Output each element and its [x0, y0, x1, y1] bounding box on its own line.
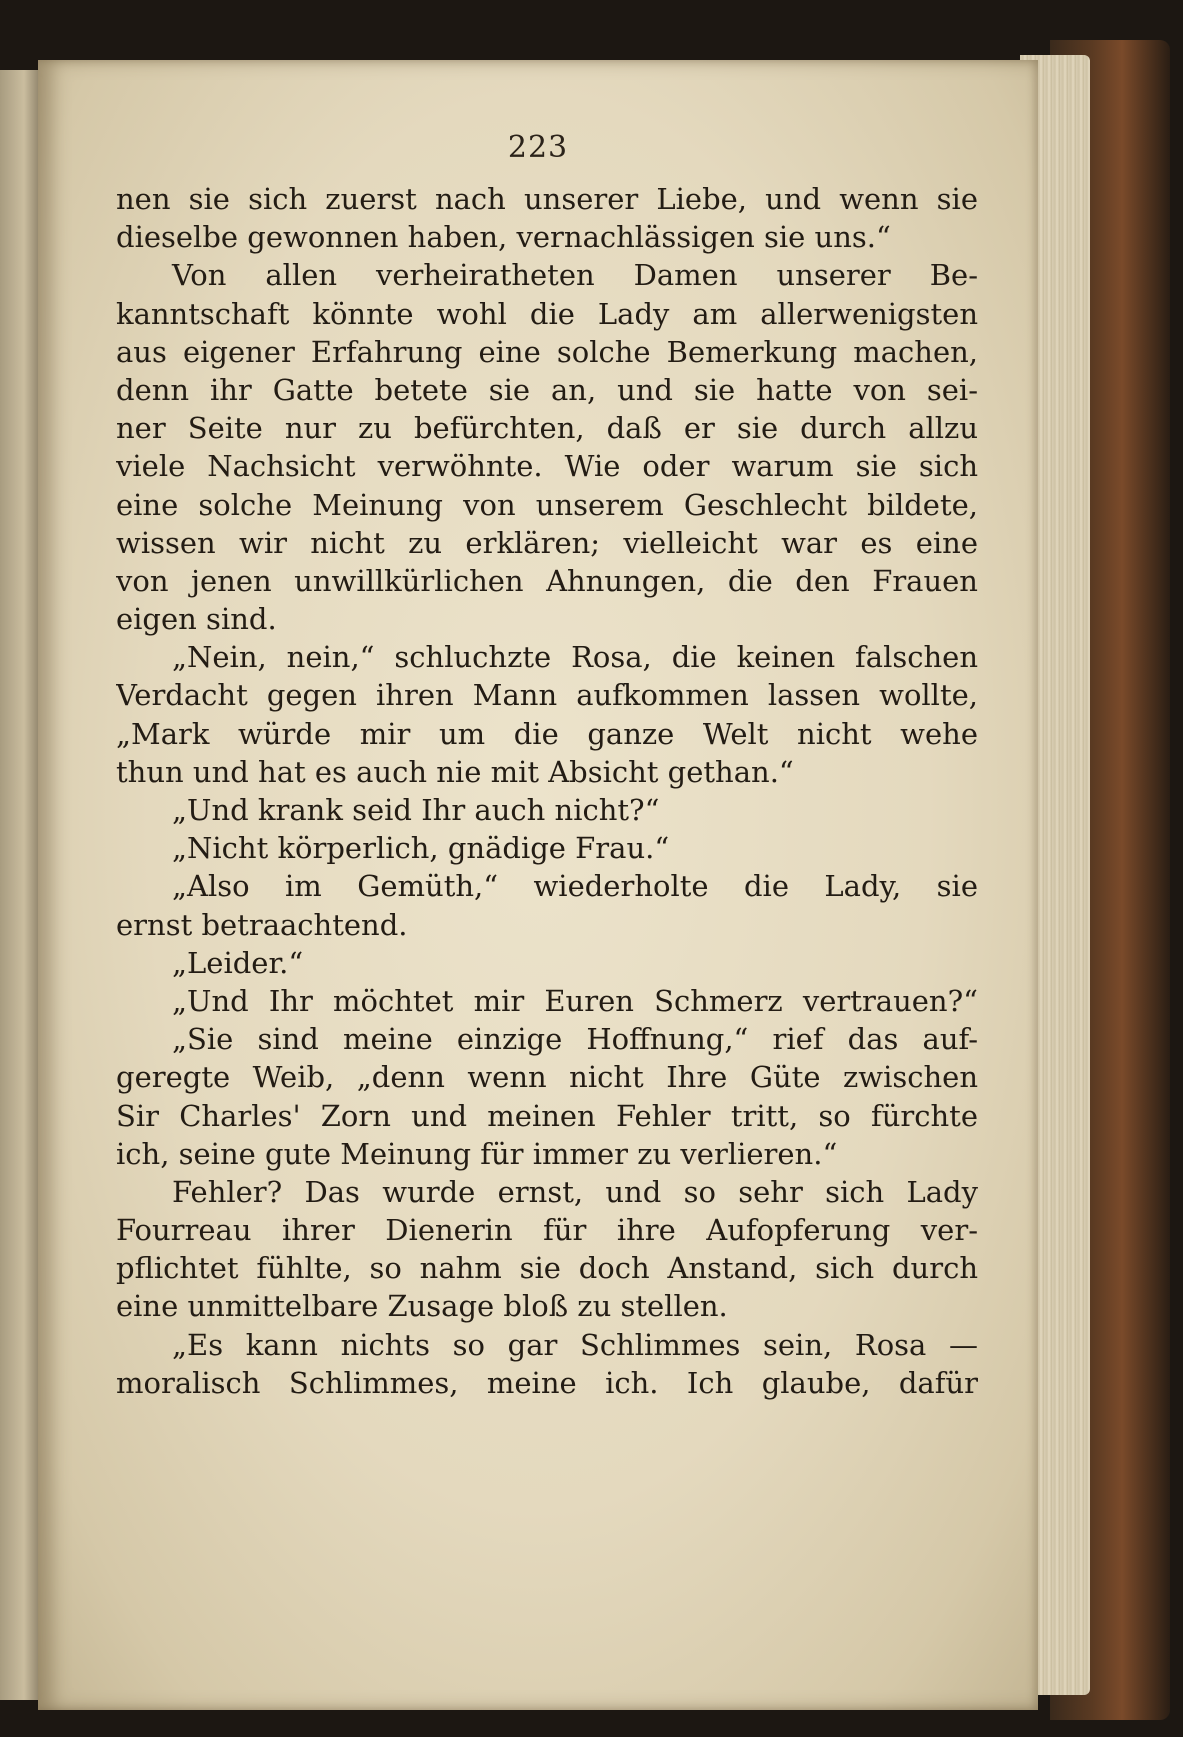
text-line: von jenen unwillkürlichen Ahnungen, die den Frauen: [116, 563, 978, 598]
page-number: 223: [507, 130, 569, 165]
text-line: thun und hat es auch nie mit Absicht gethan.“: [116, 754, 794, 789]
text-line: „Leider.“: [172, 945, 304, 980]
text-line: Verdacht gegen ihren Mann aufkommen lassen wollte,: [116, 678, 978, 713]
text-line: Von allen verheiratheten Damen unserer Be-: [172, 258, 978, 293]
text-line: eine unmittelbare Zusage bloß zu stellen.: [116, 1289, 728, 1324]
text-line: Fehler? Das wurde ernst, und so sehr sich Lady: [172, 1174, 978, 1209]
page-text: [116, 180, 978, 1402]
text-line: „Sie sind meine einzige Hoffnung,“ rief das auf-: [172, 1022, 978, 1057]
text-line: dieselbe gewonnen haben, vernachlässigen sie uns.“: [116, 220, 891, 255]
text-line: ich, seine gute Meinung für immer zu verlieren.“: [116, 1136, 838, 1171]
text-line: viele Nachsicht verwöhnte. Wie oder warum sie sich: [116, 449, 978, 484]
text-line: „Es kann nichts so gar Schlimmes sein, Rosa —: [172, 1327, 978, 1362]
text-line: wissen wir nicht zu erklären; vielleicht war es eine: [116, 525, 978, 560]
text-line: Fourreau ihrer Dienerin für ihre Aufopferung ver-: [116, 1213, 978, 1248]
text-line: kanntschaft könnte wohl die Lady am allerwenigsten: [116, 296, 978, 331]
text-line: ner Seite nur zu befürchten, daß er sie durch allzu: [116, 411, 978, 446]
text-line: ernst betraachtend.: [116, 907, 408, 942]
text-line: „Nein, nein,“ schluchzte Rosa, die keinen falschen: [172, 640, 978, 675]
text-line: „Und Ihr möchtet mir Euren Schmerz vertrauen?“: [172, 983, 978, 1018]
text-line: nen sie sich zuerst nach unserer Liebe, und wenn sie: [116, 182, 978, 216]
text-line: „Mark würde mir um die ganze Welt nicht wehe: [116, 716, 978, 751]
text-line: „Nicht körperlich, gnädige Frau.“: [172, 831, 670, 866]
text-line: geregte Weib, „denn wenn nicht Ihre Güte zwischen: [116, 1060, 978, 1095]
text-line: aus eigener Erfahrung eine solche Bemerkung machen,: [116, 334, 978, 369]
facing-page-edge: [0, 70, 40, 1700]
text-line: moralisch Schlimmes, meine ich. Ich glaube, dafür: [116, 1365, 978, 1400]
text-line: eigen sind.: [116, 602, 277, 637]
text-line: „Also im Gemüth,“ wiederholte die Lady, sie: [172, 869, 978, 904]
text-line: eine solche Meinung von unserem Geschlecht bildete,: [116, 487, 978, 522]
text-line: Sir Charles' Zorn und meinen Fehler tritt, so fürchte: [116, 1098, 978, 1133]
text-line: „Und krank seid Ihr auch nicht?“: [172, 793, 660, 827]
text-line: pflichtet fühlte, so nahm sie doch Anstand, sich durch: [116, 1251, 978, 1286]
book-page: [38, 60, 1038, 1710]
text-line: denn ihr Gatte betete sie an, und sie hatte von sei-: [116, 372, 978, 407]
